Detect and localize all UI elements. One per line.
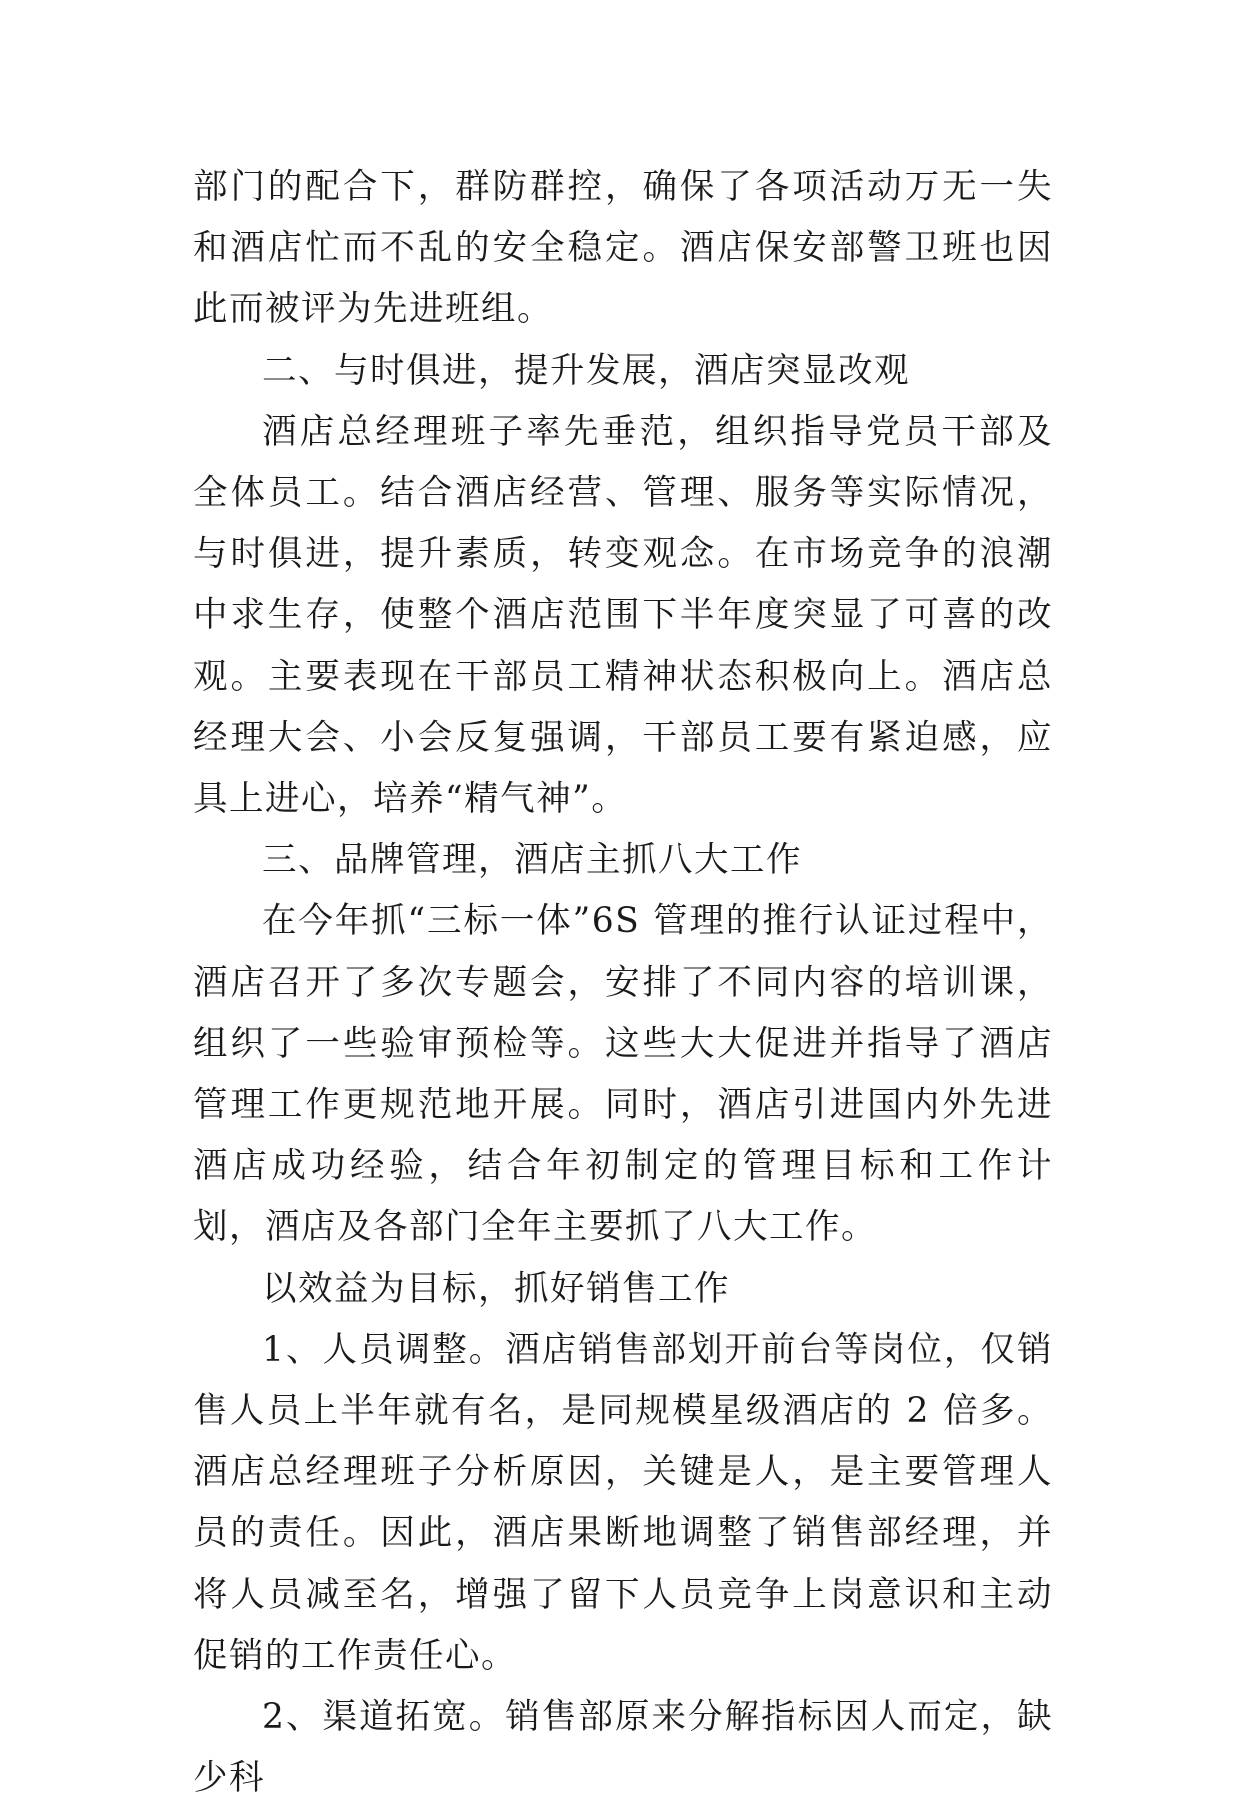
paragraph-3: 酒店总经理班子率先垂范，组织指导党员干部及全体员工。结合酒店经营、管理、服务等实际情况，与时俱进，提升素质，转变观念。在市场竞争的浪潮中求生存，使整个酒店范围下半年度突显了可喜的改观。主要表现在干部员工精神状态积极向上。酒店总经理大会、小会反复强调，干部员工要有紧迫感，应具上进心，培养“精气神”。	[193, 411, 1053, 820]
document-body	[193, 157, 1053, 1809]
paragraph-8: 2、渠道拓宽。销售部原来分解指标因人而定，缺少科	[193, 1697, 1053, 1799]
section-heading-3: 三、品牌管理，酒店主抓八大工作	[262, 840, 802, 881]
paragraph-7: 1、人员调整。酒店销售部划开前台等岗位，仅销售人员上半年就有名，是同规模星级酒店的 2 倍多。酒店总经理班子分析原因，关键是人，是主要管理人员的责任。因此，酒店果断地调整了销售部经理，并将人员减至名，增强了留下人员竞争上岗意识和主动促销的工作责任心。	[193, 1329, 1053, 1676]
subheading-sales: 以效益为目标，抓好销售工作	[262, 1268, 730, 1309]
paragraph-5: 在今年抓“三标一体”6S 管理的推行认证过程中，酒店召开了多次专题会，安排了不同内容的培训课，组织了一些验审预检等。这些大大促进并指导了酒店管理工作更规范地开展。同时，酒店引进国内外先进酒店成功经验，结合年初制定的管理目标和工作计划，酒店及各部门全年主要抓了八大工作。	[193, 901, 1053, 1248]
paragraph-1: 部门的配合下，群防群控，确保了各项活动万无一失和酒店忙而不乱的安全稳定。酒店保安部警卫班也因此而被评为先进班组。	[193, 167, 1053, 330]
section-heading-2: 二、与时俱进，提升发展，酒店突显改观	[262, 350, 910, 391]
